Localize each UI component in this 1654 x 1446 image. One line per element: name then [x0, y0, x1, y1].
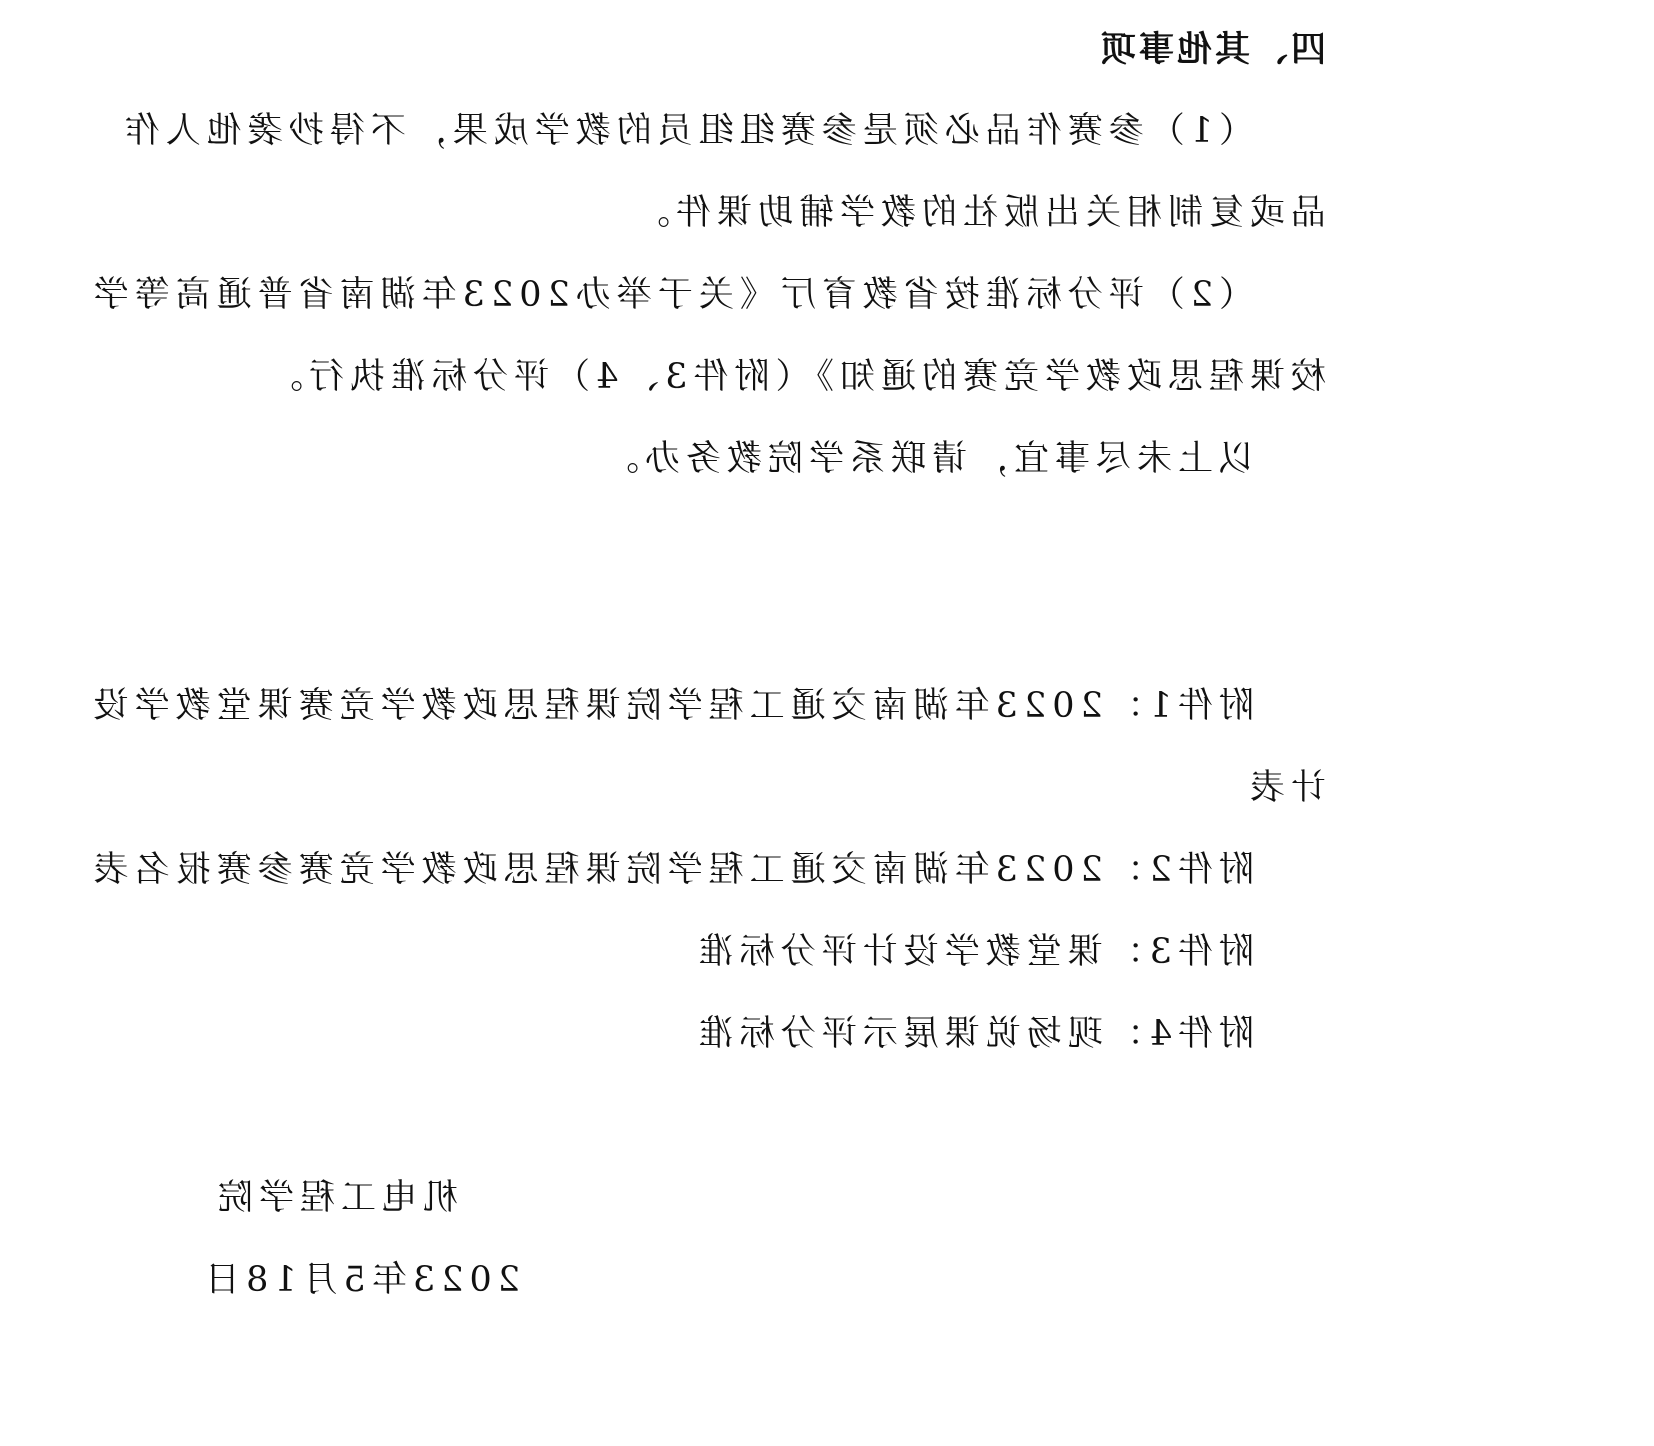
- attachment-4: 附件4：现场说课展示评分标准: [692, 1014, 1254, 1054]
- item2-line2: 校课程思政教学竞赛的通知》（附件3、4）评分标准执行。: [261, 357, 1326, 397]
- closing-text: 以上未尽事宜，请联系学院教务办。: [597, 439, 1254, 479]
- attachment-1-line2: 计表: [1243, 768, 1326, 808]
- item2-line1: （2）评分标准按省教育厅《关于举办2023年湖南省普通高等学: [87, 275, 1254, 315]
- attachment-1-line1: 附件1：2023年湖南交通工程学院课程思政教学竞赛课堂教学设: [87, 686, 1254, 726]
- item1-line2: 品或复制相关出版社的教学辅助课件。: [628, 193, 1326, 233]
- signature-org: 机电工程学院: [211, 1178, 458, 1218]
- attachment-2: 附件2：2023年湖南交通工程学院课程思政教学竞赛参赛报名表: [87, 850, 1254, 890]
- attachment-3: 附件3：课堂教学设计评分标准: [692, 932, 1254, 972]
- section-heading: 四、其他事项: [1097, 29, 1326, 70]
- signature-date: 2023年5月18日: [199, 1260, 520, 1300]
- item1-line1: （1）参赛作品必须是参赛组组员的教学成果，不得抄袭他人作: [118, 111, 1254, 151]
